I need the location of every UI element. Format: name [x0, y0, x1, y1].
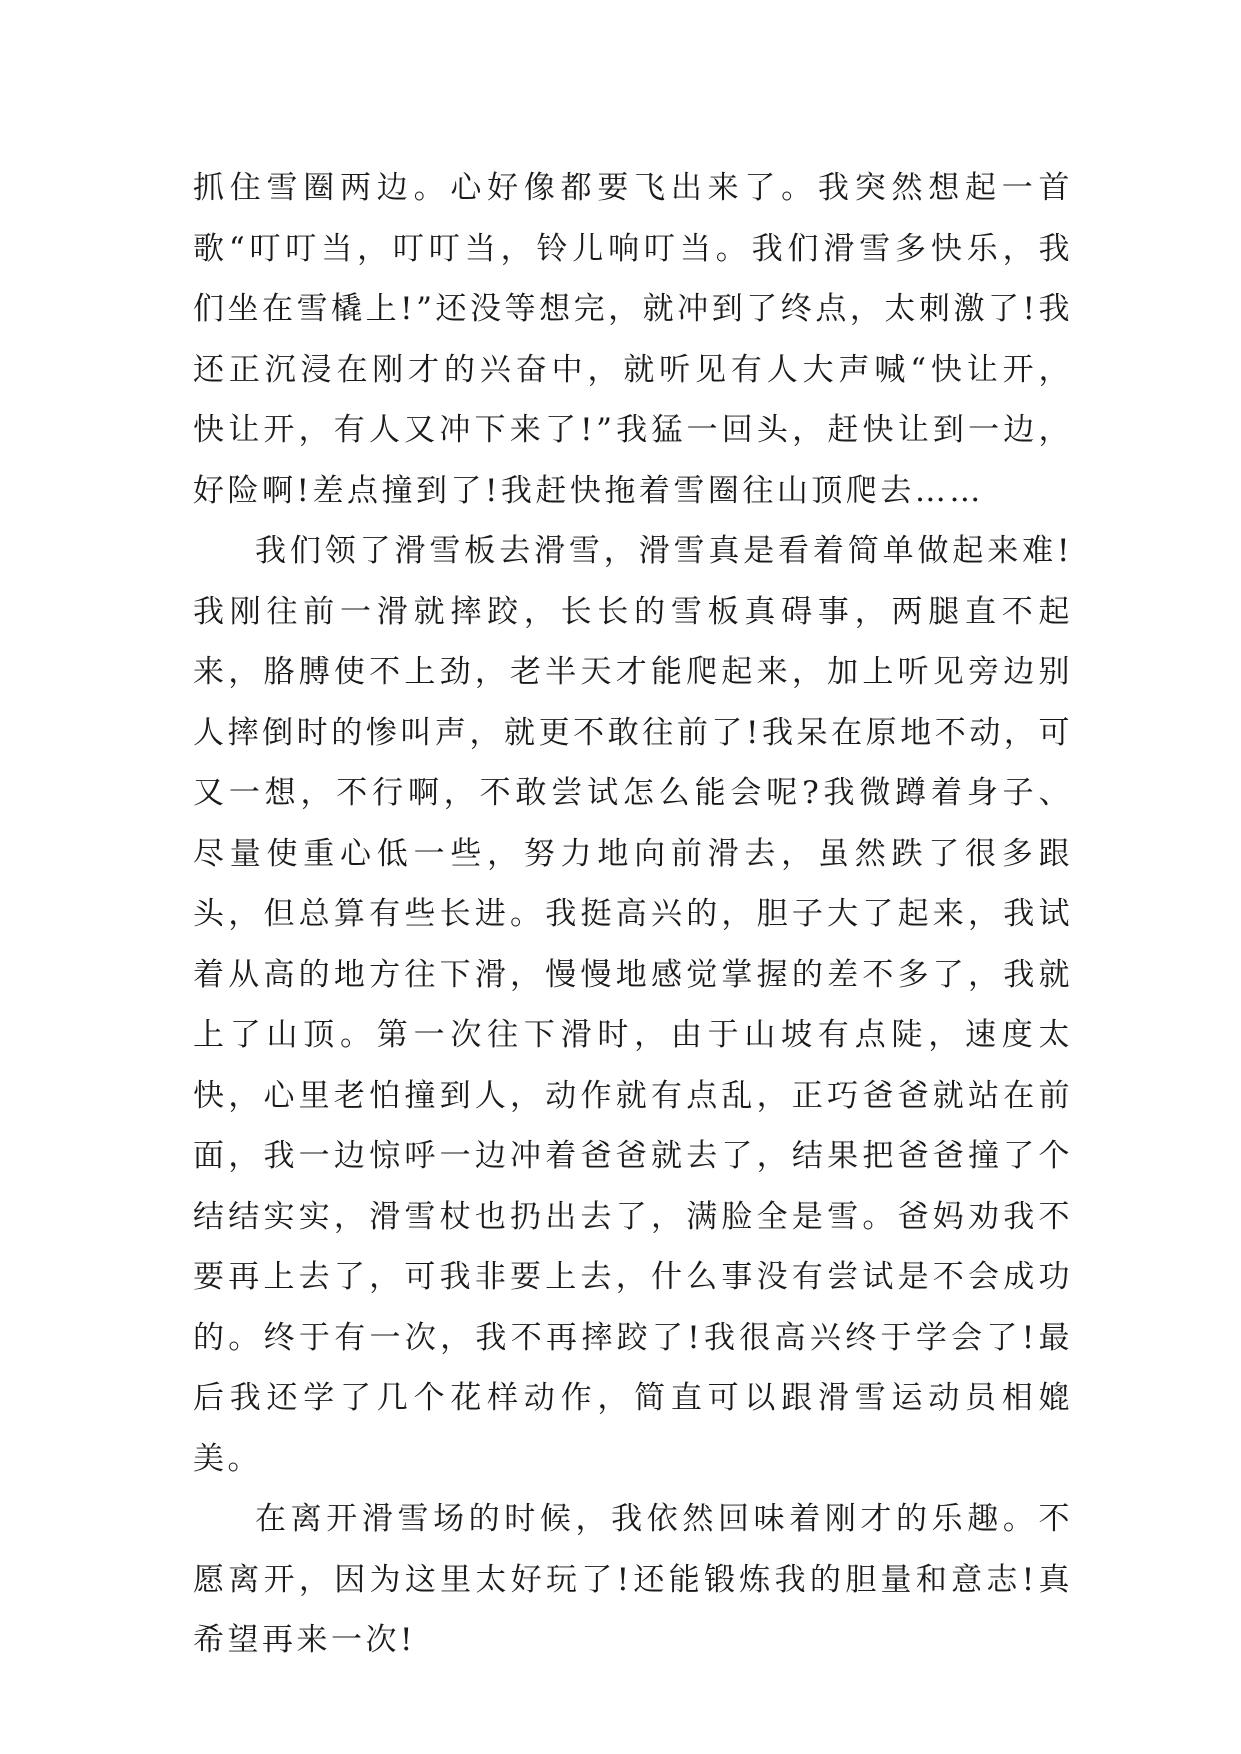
paragraph-3: 在离开滑雪场的时候，我依然回味着刚才的乐趣。不愿离开，因为这里太好玩了!还能锻炼我的胆量和意志!真希望再来一次!: [193, 1501, 1073, 1658]
paragraph-2: 我们领了滑雪板去滑雪，滑雪真是看着简单做起来难!我刚往前一滑就摔跤，长长的雪板真碍事，两腿直不起来，胳膊使不上劲，老半天才能爬起来，加上听见旁边别人摔倒时的惨叫声，就更不敢往前了!我呆在原地不动，可又一想，不行啊，不敢尝试怎么能会呢?我微蹲着身子、尽量使重心低一些，努力地向前滑去，虽然跌了很多跟头，但总算有些长进。我挺高兴的，胆子大了起来，我试着从高的地方往下滑，慢慢地感觉掌握的差不多了，我就上了山顶。第一次往下滑时，由于山坡有点陡，速度太快，心里老怕撞到人，动作就有点乱，正巧爸爸就站在前面，我一边惊呼一边冲着爸爸就去了，结果把爸爸撞了个结结实实，滑雪杖也扔出去了，满脸全是雪。爸妈劝我不要再上去了，可我非要上去，什么事没有尝试是不会成功的。终于有一次，我不再摔跤了!我很高兴终于学会了!最后我还学了几个花样动作，简直可以跟滑雪运动员相媲美。: [193, 533, 1073, 1477]
document-body: [193, 158, 1073, 1671]
paragraph-1: 抓住雪圈两边。心好像都要飞出来了。我突然想起一首歌“叮叮当，叮叮当，铃儿响叮当。我们滑雪多快乐，我们坐在雪橇上!”还没等想完，就冲到了终点，太刺激了!我还正沉浸在刚才的兴奋中，就听见有人大声喊“快让开，快让开，有人又冲下来了!”我猛一回头，赶快让到一边，好险啊!差点撞到了!我赶快拖着雪圈往山顶爬去……: [193, 170, 1073, 509]
